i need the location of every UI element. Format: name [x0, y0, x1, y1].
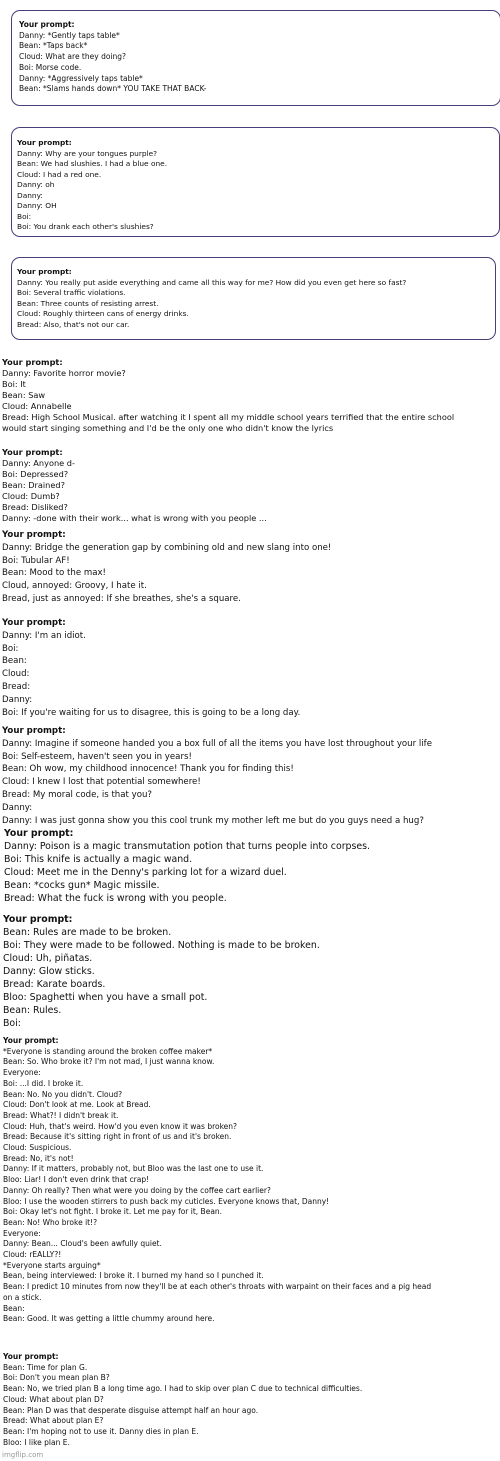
- dialogue-line: Boi: If you're waiting for us to disagree, this is going to be a long day.: [2, 707, 301, 718]
- dialogue-line: Bean:: [3, 1303, 25, 1313]
- dialogue-line: Boi: Okay let's not fight. I broke it. Let me pay for it, Bean.: [3, 1207, 223, 1217]
- dialogue-line: Danny: Why are your tongues purple?: [17, 148, 158, 158]
- dialogue-line: Cloud: Don't look at me. Look at Bread.: [3, 1100, 151, 1110]
- dialogue-line: Danny: Imagine if someone handed you a box full of all the items you have lost throughout your life: [2, 738, 432, 749]
- dialogue-line: Bean: Oh wow, my childhood innocence! Thank you for finding this!: [2, 764, 294, 775]
- dialogue-line: Boi:: [17, 211, 32, 221]
- dialogue-line: Cloud: What about plan D?: [3, 1394, 104, 1404]
- dialogue-line: Cloud: Huh, that's weird. How'd you even know it was broken?: [3, 1121, 238, 1131]
- dialogue-line: Danny: *Gently taps table*: [19, 30, 120, 40]
- prompt-panel: [3, 913, 500, 1030]
- dialogue-line: Bread, just as annoyed: If she breathes, she's a square.: [2, 593, 241, 604]
- dialogue-line: would start singing something and I'd be the only one who didn't know the lyrics: [2, 423, 334, 433]
- dialogue-line: Danny: OH: [17, 201, 57, 210]
- prompt-panel: [3, 1036, 500, 1325]
- dialogue-line: Bean: Three counts of resisting arrest.: [17, 298, 159, 308]
- dialogue-line: Boi: Tubular AF!: [2, 555, 70, 566]
- dialogue-line: Bread: Because it's sitting right in front of us and it's broken.: [3, 1132, 232, 1142]
- panel-title: Your prompt:: [3, 1352, 59, 1361]
- panel-title: Your prompt:: [2, 447, 63, 457]
- dialogue-line: Cloud: What are they doing?: [19, 52, 126, 62]
- dialogue-line: Boi: Don't you mean plan B?: [3, 1373, 110, 1383]
- dialogue-line: Danny: Oh really? Then what were you doing by the coffee cart earlier?: [3, 1185, 271, 1195]
- panel-title: Your prompt:: [3, 1036, 59, 1045]
- dialogue-line: Danny: I'm an idiot.: [2, 630, 86, 641]
- dialogue-line: Danny: If it matters, probably not, but Bloo was the last one to use it.: [3, 1164, 264, 1174]
- dialogue-line: Danny:: [2, 802, 33, 813]
- dialogue-line: Cloud: Roughly thirteen cans of energy drinks.: [17, 309, 189, 318]
- watermark: imgflip.com: [2, 1451, 44, 1459]
- prompt-panel: [2, 617, 500, 719]
- dialogue-line: Danny: Bridge the generation gap by combining old and new slang into one!: [2, 542, 332, 553]
- dialogue-line: Boi: Self-esteem, haven't seen you in years!: [2, 751, 192, 762]
- dialogue-line: Cloud:: [2, 669, 30, 680]
- panel-title: Your prompt:: [3, 914, 73, 925]
- dialogue-line: Danny: Bean... Cloud's been awfully quiet.: [3, 1239, 162, 1249]
- panel-title: Your prompt:: [2, 357, 63, 367]
- dialogue-line: Bean: *Taps back*: [19, 41, 88, 51]
- dialogue-line: Bean: Mood to the max!: [2, 568, 107, 579]
- dialogue-line: Boi:: [2, 643, 19, 654]
- dialogue-line: Danny: Anyone d-: [2, 458, 75, 468]
- dialogue-line: Danny:: [17, 190, 43, 200]
- dialogue-line: Bean: No. No you didn't. Cloud?: [3, 1089, 123, 1099]
- dialogue-line: Cloud: I had a red one.: [17, 169, 102, 179]
- dialogue-line: Bean: Good. It was getting a little chummy around here.: [3, 1314, 215, 1324]
- dialogue-line: Cloud: Meet me in the Denny's parking lot for a wizard duel.: [4, 867, 287, 878]
- dialogue-line: Danny: I was just gonna show you this cool trunk my mother left me but do you guys need a hug?: [2, 815, 424, 826]
- dialogue-line: Boi:: [3, 1018, 21, 1029]
- dialogue-line: Bread: What the fuck is wrong with you people.: [4, 893, 227, 904]
- dialogue-line: Boi: This knife is actually a magic wand.: [4, 854, 193, 865]
- dialogue-line: Danny: Poison is a magic transmutation potion that turns people into corpses.: [4, 841, 371, 852]
- dialogue-line: Cloud: Dumb?: [2, 491, 60, 501]
- panel-title: Your prompt:: [2, 530, 66, 540]
- dialogue-line: Bean:: [2, 656, 27, 667]
- dialogue-line: Bloo: I use the wooden stirrers to push back my cuticles. Everyone knows that, Danny!: [3, 1196, 330, 1206]
- dialogue-line: Danny: Glow sticks.: [3, 966, 95, 977]
- prompt-panel: [2, 357, 500, 434]
- dialogue-line: Boi: They were made to be followed. Nothing is made to be broken.: [3, 940, 320, 951]
- dialogue-line: on a stick.: [3, 1292, 42, 1302]
- dialogue-line: Bread: High School Musical. after watching it I spent all my middle school years terrified that the entire school: [2, 412, 455, 422]
- dialogue-line: Bean: Rules.: [3, 1005, 62, 1016]
- dialogue-line: Bread: Disliked?: [2, 502, 68, 512]
- dialogue-line: Cloud: Annabelle: [2, 401, 72, 411]
- prompt-panel: [2, 447, 500, 524]
- prompt-panel: [2, 529, 500, 606]
- dialogue-line: Bloo: Liar! I don't even drink that crap!: [3, 1175, 150, 1185]
- dialogue-line: Bloo: Spaghetti when you have a small pot.: [3, 992, 208, 1003]
- dialogue-line: Bean, being interviewed: I broke it. I burned my hand so I punched it.: [3, 1271, 264, 1281]
- panel-title: Your prompt:: [17, 267, 72, 276]
- dialogue-line: Bread: What about plan E?: [3, 1416, 104, 1426]
- dialogue-line: Bean: No, we tried plan B a long time ago. I had to skip over plan C due to technical difficulties.: [3, 1384, 363, 1394]
- prompt-panel: [4, 827, 500, 905]
- dialogue-line: Bread: Karate boards.: [3, 979, 106, 990]
- dialogue-line: *Everyone starts arguing*: [3, 1260, 101, 1270]
- dialogue-line: Bean: *cocks gun* Magic missile.: [4, 880, 160, 891]
- dialogue-line: Everyone:: [3, 1068, 41, 1078]
- dialogue-line: Bean: Saw: [2, 390, 46, 400]
- panel-title: Your prompt:: [2, 726, 66, 736]
- dialogue-line: Bean: So. Who broke it? I'm not mad, I just wanna know.: [3, 1057, 215, 1067]
- dialogue-line: Cloud: Uh, piñatas.: [3, 953, 93, 964]
- prompt-panel: [11, 257, 496, 340]
- dialogue-line: Danny: oh: [17, 180, 55, 189]
- dialogue-line: Boi: Morse code.: [19, 62, 82, 72]
- dialogue-line: Cloud: rEALLY?!: [3, 1250, 62, 1260]
- prompt-panel: [3, 1352, 500, 1448]
- dialogue-line: Bean: I'm hoping not to use it. Danny dies in plan E.: [3, 1426, 199, 1436]
- panel-title: Your prompt:: [17, 138, 72, 147]
- dialogue-line: Bean: I predict 10 minutes from now they'll be at each other's throats with warpaint on their faces and a pig head: [3, 1282, 432, 1292]
- dialogue-line: Cloud: Suspicious.: [3, 1143, 72, 1153]
- dialogue-line: Boi: Depressed?: [2, 469, 69, 479]
- dialogue-line: Bread: Also, that's not our car.: [17, 319, 130, 329]
- dialogue-line: Bean: Time for plan G.: [3, 1362, 88, 1372]
- dialogue-line: Bean: Plan D was that desperate disguise attempt half an hour ago.: [3, 1405, 259, 1415]
- dialogue-line: Bread: No, it's not!: [3, 1153, 74, 1163]
- dialogue-line: Boi: Several traffic violations.: [17, 288, 126, 297]
- dialogue-line: Bean: Rules are made to be broken.: [3, 927, 172, 938]
- panel-title: Your prompt:: [4, 828, 74, 839]
- dialogue-line: *Everyone is standing around the broken coffee maker*: [3, 1046, 213, 1056]
- dialogue-line: Danny: *Aggressively taps table*: [19, 73, 143, 83]
- dialogue-line: Cloud: I knew I lost that potential somewhere!: [2, 777, 201, 788]
- dialogue-line: Danny: -done with their work... what is wrong with you people ...: [2, 513, 267, 523]
- dialogue-line: Boi: You drank each other's slushies?: [17, 222, 154, 231]
- panel-title: Your prompt:: [19, 20, 75, 29]
- dialogue-line: Bread: My moral code, is that you?: [2, 789, 152, 800]
- dialogue-line: Bread:: [2, 681, 31, 692]
- dialogue-line: Danny: Favorite horror movie?: [2, 368, 126, 378]
- dialogue-line: Boi: ...I did. I broke it.: [3, 1078, 84, 1088]
- prompt-panel: [2, 725, 500, 827]
- dialogue-line: Bean: No! Who broke it!?: [3, 1217, 98, 1227]
- dialogue-line: Everyone:: [3, 1228, 41, 1238]
- dialogue-line: Bean: We had slushies. I had a blue one.: [17, 159, 168, 168]
- dialogue-line: Danny:: [2, 694, 33, 705]
- panel-title: Your prompt:: [2, 618, 66, 628]
- dialogue-line: Bloo: I like plan E.: [3, 1437, 70, 1447]
- prompt-panel: [11, 10, 500, 106]
- dialogue-line: Cloud, annoyed: Groovy, I hate it.: [2, 581, 147, 592]
- dialogue-line: Bean: *Slams hands down* YOU TAKE THAT BACK-: [19, 84, 207, 94]
- dialogue-line: Bean: Drained?: [2, 480, 65, 490]
- dialogue-line: Boi: It: [2, 379, 26, 389]
- dialogue-line: Bread: What?! I didn't break it.: [3, 1110, 119, 1120]
- dialogue-line: Danny: You really put aside everything and came all this way for me? How did you even get here so fast?: [17, 277, 407, 287]
- prompt-panel: [11, 127, 500, 237]
